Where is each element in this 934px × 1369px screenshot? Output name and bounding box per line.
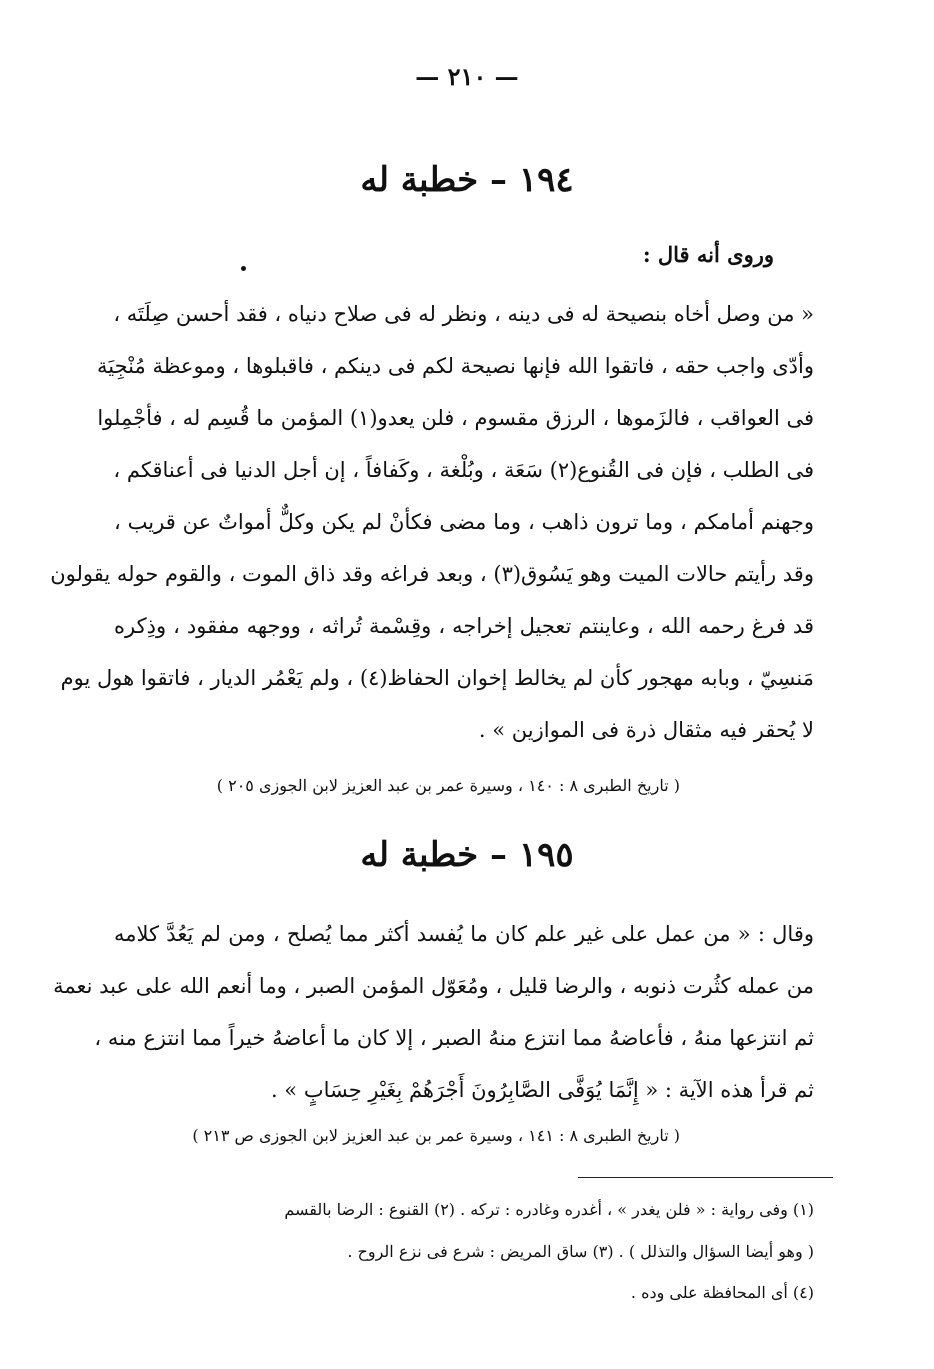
text-line: من عمله كثُرت ذنوبه ، والرضا قليل ، ومُعَوّل المؤمن الصبر ، وما أنعم الله على عبد نعمة [53, 974, 814, 998]
stray-dot-mark [241, 266, 246, 271]
text-line: ثم قرأ هذه الآية : « إِنَّمَا يُوَفَّى الصَّابِرُونَ أَجْرَهُمْ بِغَيْرِ حِسَابٍ » . [270, 1078, 814, 1102]
text-line: مَنسِيّ ، وبابه مهجور كأن لم يخالط إخوان الحفاظ(٤) ، ولم يَعْمُر الديار ، فاتقوا هول يوم [60, 666, 814, 690]
sermon-194-body [50, 288, 814, 756]
text-line: لا يُحقر فيه مثقال ذرة فى الموازين » . [478, 718, 814, 742]
text-line: « من وصل أخاه بنصيحة له فى دينه ، ونظر له فى صلاح دنياه ، فقد أحسن صِلَتَه ، [113, 302, 814, 326]
page-number: — ٢١٠ — [415, 62, 519, 91]
section-title-194: ١٩٤ – خطبة له [360, 160, 574, 200]
section-intro: وروى أنه قال : [642, 242, 774, 267]
footnote-line: (٤) أى المحافظة على وده . [630, 1283, 814, 1302]
text-line: وجهنم أمامكم ، وما ترون ذاهب ، وما مضى فكأنْ لم يكن وكلٌّ أمواتٌ عن قريب ، [114, 510, 814, 534]
source-citation-194: ( تاريخ الطبرى ٨ : ١٤٠ ، وسيرة عمر بن عبد العزيز لابن الجوزى ٢٠٥ ) [216, 776, 680, 795]
source-citation-195: ( تاريخ الطبرى ٨ : ١٤١ ، وسيرة عمر بن عبد العزيز لابن الجوزى ص ٢١٣ ) [192, 1126, 680, 1145]
text-line: فى الطلب ، فإن فى القُنوع(٢) سَعَة ، وبُلْغة ، وكَفافاً ، إن أجل الدنيا فى أعناقكم ، [113, 458, 814, 482]
text-line: وقال : « من عمل على غير علم كان ما يُفسد أكثر مما يُصلح ، ومن لم يَعُدَّ كلامه [114, 922, 814, 946]
text-line: قد فرغ رحمه الله ، وعاينتم تعجيل إخراجه ، وقِسْمة تُراثه ، ووجهه مفقود ، وذِكره [114, 614, 814, 638]
footnote-line: (١) وفى رواية : « فلن يغدر » ، أغدره وغادره : تركه . (٢) القنوع : الرضا بالقسم [284, 1200, 814, 1219]
footnote-line: ( وهو أيضا السؤال والتذلل ) . (٣) ساق المريض : شرع فى نزع الروح . [347, 1242, 814, 1261]
text-line: وأدّى واجب حقه ، فاتقوا الله فإنها نصيحة لكم فى دينكم ، فاقبلوها ، وموعظة مُنْجِيَة [97, 354, 814, 378]
sermon-195-body [53, 908, 814, 1116]
section-title-195: ١٩٥ – خطبة له [360, 835, 574, 875]
footnote-divider [578, 1177, 833, 1178]
text-line: ثم انتزعها منهُ ، فأعاضهُ مما انتزع منهُ الصبر ، إلا كان ما أعاضهُ خيراً مما انتزع منه ، [94, 1026, 814, 1050]
text-line: فى العواقب ، فالزَموها ، الرزق مقسوم ، فلن يعدو(١) المؤمن ما قُسِم له ، فأجْمِلوا [97, 406, 814, 430]
text-line: وقد رأيتم حالات الميت وهو يَسُوق(٣) ، وبعد فراغه وقد ذاق الموت ، والقوم حوله يقولون [50, 562, 814, 586]
